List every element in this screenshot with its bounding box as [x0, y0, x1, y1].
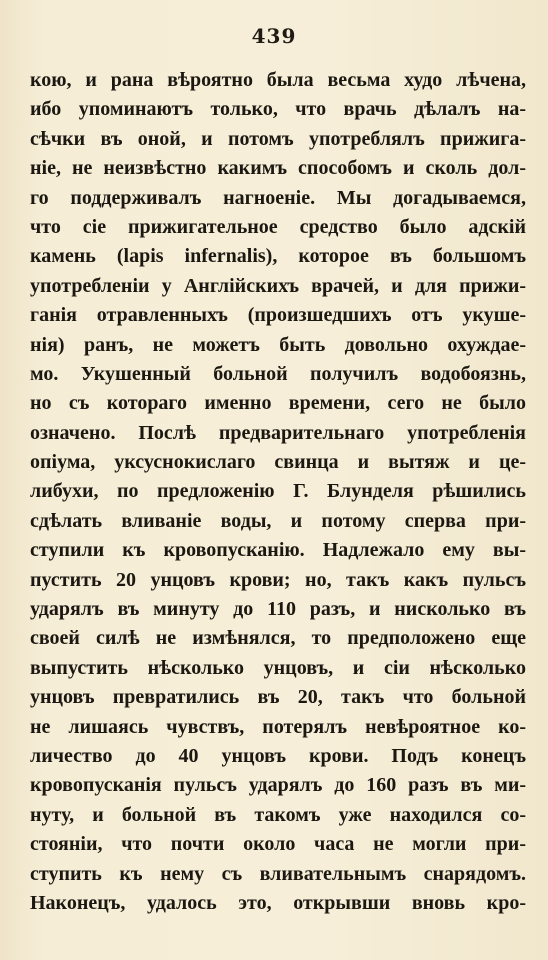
body-text — [30, 66, 526, 918]
text-line: Наконецъ, удалось это, открывши вновь кро- — [30, 891, 526, 914]
text-line: ибо упоминаютъ только, что врачь дѣлалъ на- — [30, 98, 526, 121]
text-line: нуту, и больной въ такомъ уже находился со- — [30, 803, 526, 826]
text-line: унцовъ превратились въ 20, такъ что больной — [30, 686, 526, 709]
page-number: 439 — [251, 24, 297, 48]
text-line: своей силѣ не измѣнялся, то предположено еще — [30, 627, 526, 650]
text-line: ступить къ нему съ вливательнымъ снарядомъ. — [30, 862, 526, 885]
text-line: го поддерживалъ нагноеніе. Мы догадываемся, — [30, 186, 526, 209]
text-line: кровопусканія пульсъ ударялъ до 160 разъ въ ми- — [30, 774, 526, 797]
text-line: пустить 20 унцовъ крови; но, такъ какъ пульсъ — [30, 568, 526, 591]
text-line: означено. Послѣ предварительнаго употребленія — [30, 421, 526, 444]
text-line: мо. Укушенный больной получилъ водобоязнь, — [30, 362, 526, 385]
text-line: нія) ранъ, не можетъ быть довольно охуждае- — [30, 333, 526, 356]
text-line: опіума, уксуснокислаго свинца и вытяж и це- — [30, 451, 526, 474]
text-line: стояніи, что почти около часа не могли при- — [30, 833, 526, 856]
text-line: ступили къ кровопусканію. Надлежало ему вы- — [30, 539, 526, 562]
text-line: ніе, не неизвѣстно какимъ способомъ и сколь дол- — [30, 157, 526, 180]
text-line: что сіе прижигательное средство было адскій — [30, 215, 526, 238]
text-line: сѣчки въ оной, и потомъ употреблялъ прижига- — [30, 127, 526, 150]
text-line: сдѣлать вливаніе воды, и потому сперва при- — [30, 509, 526, 532]
text-line: ударялъ въ минуту до 110 разъ, и нисколько въ — [30, 598, 526, 621]
text-line: не лишаясь чувствъ, потерялъ невѣроятное ко- — [30, 715, 526, 738]
text-line: либухи, по предложенію Г. Блунделя рѣшились — [30, 480, 526, 503]
text-line: кою, и рана вѣроятно была весьма худо лѣчена, — [30, 69, 526, 91]
text-line: ганія отравленныхъ (произшедшихъ отъ укуше- — [30, 304, 526, 327]
text-line: выпустить нѣсколько унцовъ, и сіи нѣсколько — [30, 656, 526, 679]
text-line: употребленіи у Англійскихъ врачей, и для прижи- — [30, 274, 526, 297]
text-line: но съ котораго именно времени, сего не было — [30, 392, 526, 415]
text-line: личество до 40 унцовъ крови. Подъ конецъ — [30, 744, 526, 767]
text-line: камень (lapis infernalis), которое въ большомъ — [30, 245, 526, 268]
